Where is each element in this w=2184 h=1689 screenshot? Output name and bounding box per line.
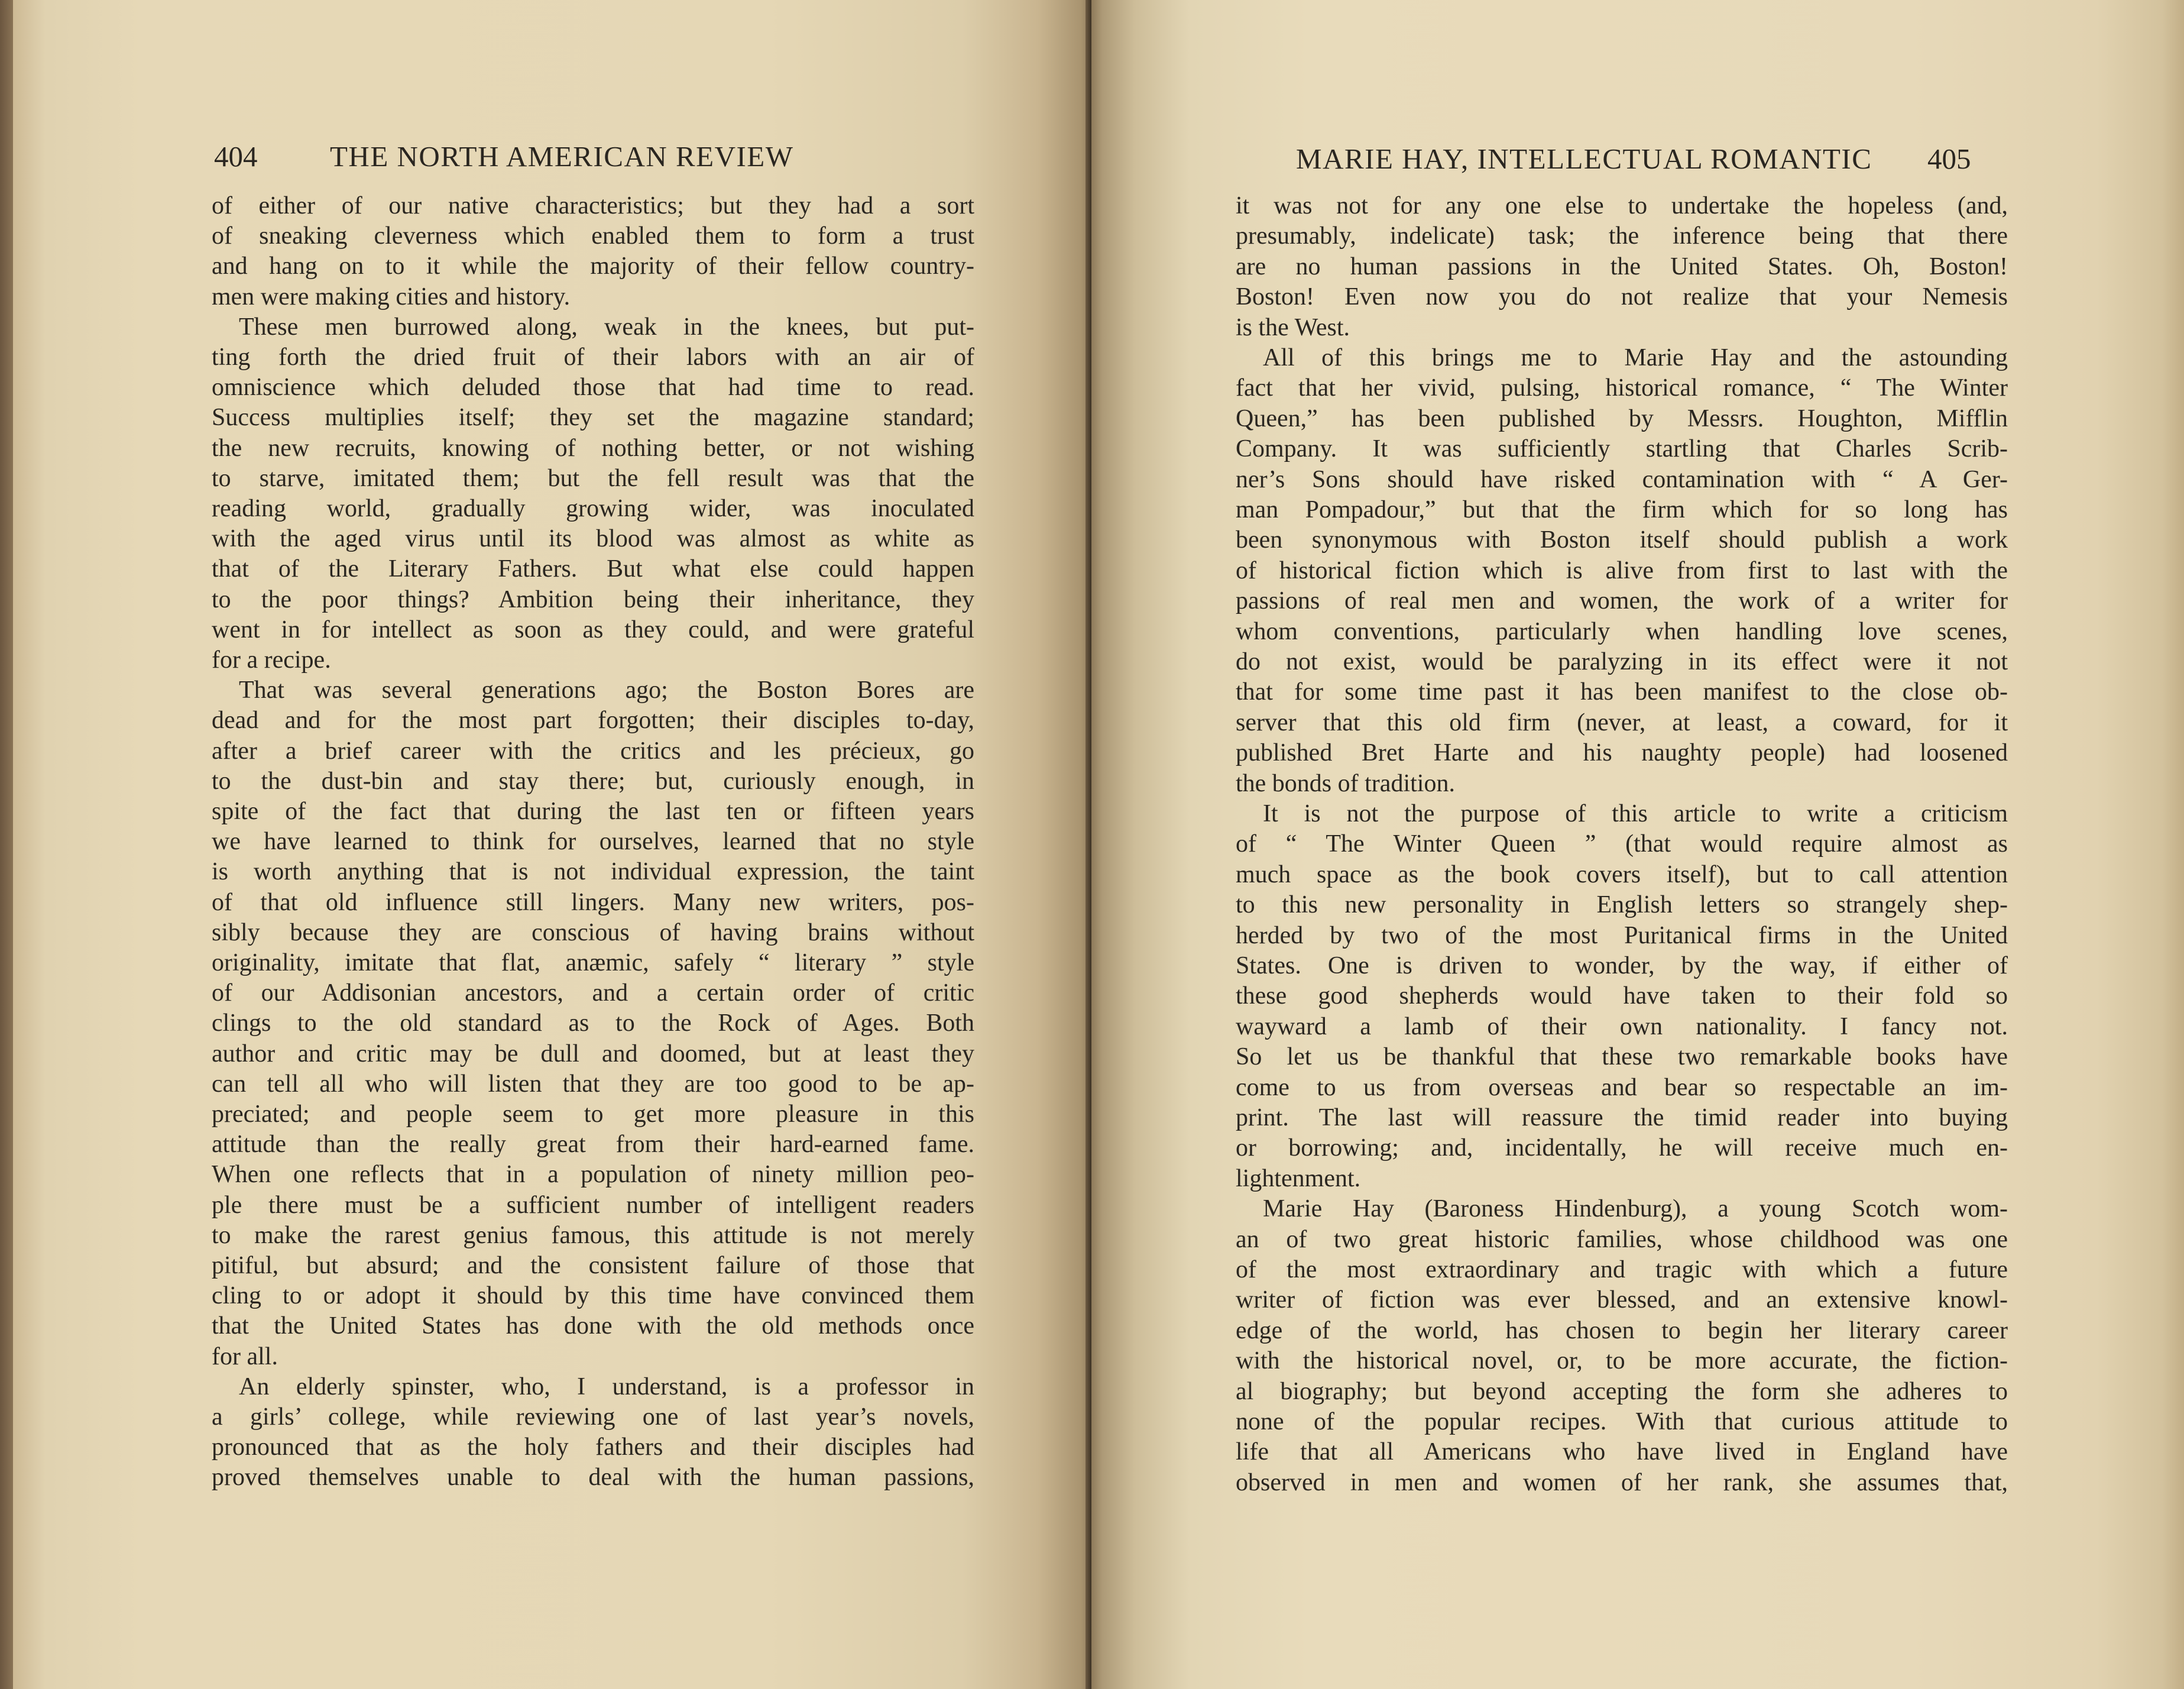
- text-line: So let us be thankful that these two remarkable books have: [1236, 1043, 2008, 1071]
- text-line: wayward a lamb of their own nationality. I fancy not.: [1236, 1012, 2008, 1040]
- text-line: observed in men and women of her rank, she assumes that,: [1236, 1468, 2008, 1496]
- text-line: omniscience which deluded those that had time to read.: [212, 374, 974, 402]
- text-line: That was several generations ago; the Boston Bores are: [239, 677, 974, 704]
- text-line: do not exist, would be paralyzing in its effect were it not: [1236, 648, 2008, 675]
- text-line: to the poor things? Ambition being their inheritance, they: [212, 585, 974, 613]
- text-line: of historical fiction which is alive from first to last with the: [1236, 556, 2008, 584]
- text-line: attitude than the really great from their hard-earned fame.: [212, 1131, 974, 1159]
- text-line: to this new personality in English letters so strangely shep-: [1236, 891, 2008, 919]
- text-line: for a recipe.: [212, 646, 331, 674]
- text-line: Marie Hay (Baroness Hindenburg), a young Scotch wom-: [1263, 1195, 2008, 1223]
- text-line: dead and for the most part forgotten; their disciples to-day,: [212, 707, 974, 735]
- text-line: after a brief career with the critics and les précieux, go: [212, 737, 974, 765]
- text-line: pronounced that as the holy fathers and their disciples had: [212, 1434, 974, 1461]
- text-line: edge of the world, has chosen to begin her literary career: [1236, 1316, 2008, 1344]
- text-line: and hang on to it while the majority of their fellow country-: [212, 253, 974, 280]
- text-line: we have learned to think for ourselves, learned that no style: [212, 828, 974, 856]
- text-line: of “ The Winter Queen ” (that would require almost as: [1236, 830, 2008, 858]
- text-line: These men burrowed along, weak in the knees, but put-: [239, 313, 974, 341]
- text-line: lightenment.: [1236, 1164, 1361, 1192]
- text-line: or borrowing; and, incidentally, he will receive much en-: [1236, 1134, 2008, 1162]
- text-line: can tell all who will listen that they are too good to be ap-: [212, 1070, 974, 1098]
- text-line: al biography; but beyond accepting the form she adheres to: [1236, 1377, 2008, 1405]
- left-page-number: 404: [214, 140, 258, 173]
- text-line: to starve, imitated them; but the fell result was that the: [212, 464, 974, 492]
- right-text-column: [1236, 190, 2008, 1521]
- text-line: Company. It was sufficiently startling that Charles Scrib-: [1236, 435, 2008, 463]
- text-line: is the West.: [1236, 313, 1350, 341]
- text-line: Queen,” has been published by Messrs. Houghton, Mifflin: [1236, 405, 2008, 432]
- text-line: that the United States has done with the old methods once: [212, 1312, 974, 1340]
- text-line: fact that her vivid, pulsing, historical romance, “ The Winter: [1236, 374, 2008, 402]
- text-line: of sneaking cleverness which enabled them to form a trust: [212, 222, 974, 250]
- text-line: been synonymous with Boston itself should publish a work: [1236, 526, 2008, 554]
- text-line: it was not for any one else to undertake the hopeless (and,: [1236, 192, 2008, 219]
- text-line: Boston! Even now you do not realize that your Nemesis: [1236, 283, 2008, 311]
- text-line: clings to the old standard as to the Rock of Ages. Both: [212, 1009, 974, 1037]
- left-page: [13, 0, 1091, 1689]
- text-line: It is not the purpose of this article to write a criticism: [1263, 800, 2008, 827]
- text-line: All of this brings me to Marie Hay and the astounding: [1263, 344, 2008, 371]
- text-line: spite of the fact that during the last ten or fifteen years: [212, 798, 974, 825]
- text-line: passions of real men and women, the work of a writer for: [1236, 587, 2008, 615]
- text-line: cling to or adopt it should by this time have convinced them: [212, 1282, 974, 1310]
- text-line: herded by two of the most Puritanical firms in the United: [1236, 921, 2008, 949]
- text-line: for all.: [212, 1342, 278, 1370]
- text-line: ner’s Sons should have risked contamination with “ A Ger-: [1236, 465, 2008, 493]
- text-line: ple there must be a sufficient number of intelligent readers: [212, 1191, 974, 1219]
- text-line: sibly because they are conscious of having brains without: [212, 918, 974, 946]
- text-line: life that all Americans who have lived in England have: [1236, 1438, 2008, 1466]
- text-line: is worth anything that is not individual expression, the taint: [212, 858, 974, 886]
- text-line: none of the popular recipes. With that curious attitude to: [1236, 1408, 2008, 1435]
- text-line: much space as the book covers itself), but to call attention: [1236, 860, 2008, 888]
- text-line: went in for intellect as soon as they could, and were grateful: [212, 616, 974, 643]
- text-line: presumably, indelicate) task; the inference being that there: [1236, 222, 2008, 250]
- text-line: man Pompadour,” but that the firm which for so long has: [1236, 496, 2008, 523]
- left-text-column: [212, 190, 974, 1521]
- text-line: to make the rarest genius famous, this attitude is not merely: [212, 1221, 974, 1249]
- text-line: When one reflects that in a population of ninety million peo-: [212, 1161, 974, 1189]
- right-page-number: 405: [1927, 143, 1971, 175]
- left-running-head: THE NORTH AMERICAN REVIEW: [330, 140, 794, 173]
- text-line: men were making cities and history.: [212, 283, 571, 310]
- text-line: States. One is driven to wonder, by the way, if either of: [1236, 952, 2008, 979]
- text-line: reading world, gradually growing wider, was inoculated: [212, 495, 974, 522]
- text-line: an of two great historic families, whose childhood was one: [1236, 1225, 2008, 1253]
- text-line: a girls’ college, while reviewing one of last year’s novels,: [212, 1403, 974, 1431]
- text-line: print. The last will reassure the timid reader into buying: [1236, 1104, 2008, 1131]
- text-line: these good shepherds would have taken to their fold so: [1236, 982, 2008, 1010]
- text-line: are no human passions in the United States. Oh, Boston!: [1236, 253, 2008, 280]
- text-line: to the dust-bin and stay there; but, curiously enough, in: [212, 767, 974, 795]
- text-line: published Bret Harte and his naughty people) had loosened: [1236, 739, 2008, 767]
- text-line: of the most extraordinary and tragic with which a future: [1236, 1256, 2008, 1283]
- text-line: with the aged virus until its blood was almost as white as: [212, 525, 974, 553]
- text-line: the bonds of tradition.: [1236, 769, 1455, 797]
- text-line: that for some time past it has been manifest to the close ob-: [1236, 678, 2008, 706]
- text-line: of that old influence still lingers. Many new writers, pos-: [212, 888, 974, 916]
- text-line: originality, imitate that flat, anæmic, safely “ literary ” style: [212, 949, 974, 976]
- right-page: [1091, 0, 2184, 1689]
- text-line: pitiful, but absurd; and the consistent failure of those that: [212, 1252, 974, 1279]
- text-line: whom conventions, particularly when handling love scenes,: [1236, 617, 2008, 645]
- text-line: that of the Literary Fathers. But what else could happen: [212, 555, 974, 583]
- right-running-head: MARIE HAY, INTELLECTUAL ROMANTIC: [1296, 143, 1872, 175]
- text-line: Success multiplies itself; they set the magazine standard;: [212, 404, 974, 432]
- text-line: An elderly spinster, who, I understand, is a professor in: [239, 1373, 974, 1400]
- text-line: with the historical novel, or, to be more accurate, the fiction-: [1236, 1347, 2008, 1375]
- text-line: server that this old firm (never, at least, a coward, for it: [1236, 708, 2008, 736]
- text-line: proved themselves unable to deal with the human passions,: [212, 1464, 974, 1491]
- text-line: author and critic may be dull and doomed, but at least they: [212, 1040, 974, 1067]
- text-line: of either of our native characteristics; but they had a sort: [212, 192, 974, 219]
- text-line: ting forth the dried fruit of their labors with an air of: [212, 344, 974, 371]
- text-line: preciated; and people seem to get more pleasure in this: [212, 1101, 974, 1128]
- text-line: of our Addisonian ancestors, and a certain order of critic: [212, 979, 974, 1007]
- text-line: writer of fiction was ever blessed, and an extensive knowl-: [1236, 1286, 2008, 1314]
- text-line: the new recruits, knowing of nothing better, or not wishing: [212, 434, 974, 462]
- text-line: come to us from overseas and bear so respectable an im-: [1236, 1073, 2008, 1101]
